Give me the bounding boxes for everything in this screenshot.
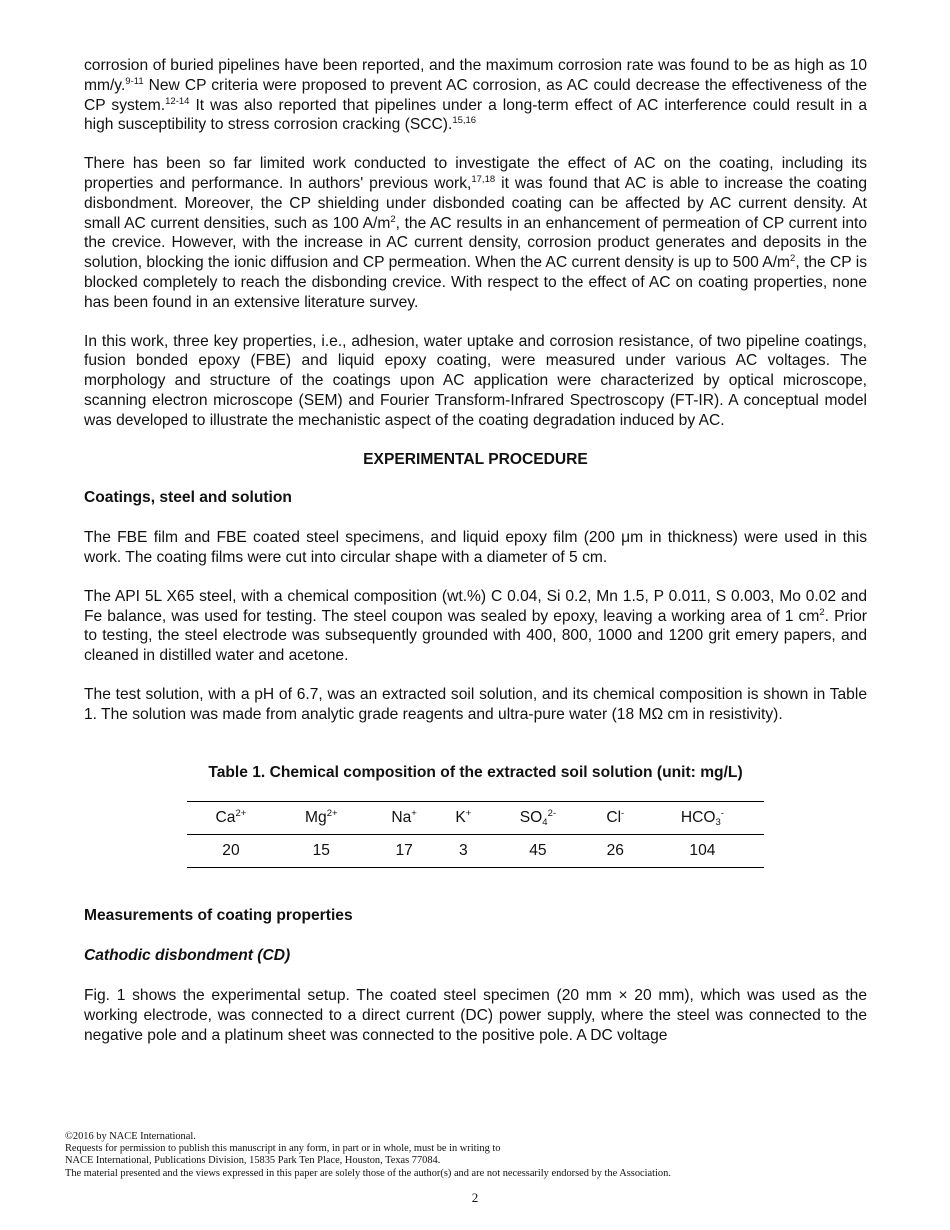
section-heading: EXPERIMENTAL PROCEDURE [363,450,588,468]
citation: 15,16 [452,115,477,127]
table-cell: 3 [458,842,468,860]
footer-line: NACE International, Publications Division, 15835 Park Ten Place, Houston, Texas 77084. [65,1155,441,1167]
citation: 9-11 [125,75,144,87]
table-header-row [187,802,764,835]
table-cell: 45 [529,842,547,860]
table-cell: 20 [222,842,240,860]
page-body [84,56,867,1064]
composition-table [187,801,764,868]
table-cell: 15 [312,842,330,860]
table-cell: 26 [606,842,624,860]
paragraph-this-work: In this work, three key properties, i.e., adhesion, water uptake and corrosion resistance, of two pipeline coatings, fusion bonded epoxy (FBE) and liquid epoxy coating, were measured under various AC voltages. The morphology and structure of the coatings upon AC application were characterized by optical microscope, scanning electron microscope (SEM) and Fourier Transform-Infrared Spectroscopy (FT-IR). A conceptual model was developed to illustrate the mechanistic aspect of the coating degradation induced by AC. [84,332,867,429]
paragraph-ac-corrosion: corrosion of buried pipelines have been reported, and the maximum corrosion rate was found to be as high as 10 mm/y.$^{9-11}$ New CP criteria were proposed to prevent AC corrosion, as AC could decrease the effectiveness of the CP system.$^{12-14}$ It was also reported that pipelines under a long-term effect of AC interference could result in a high susceptibility to stress corrosion cracking (SCC).$^{15,16}$ [84,57,867,134]
paragraph-coating-films: The FBE film and FBE coated steel specimens, and liquid epoxy film (200 μm in thickness) were used in this work. The coating films were cut into circular shape with a diameter of 5 cm. [84,529,867,566]
header-ca: $Ca^{2+}$ [215,808,247,827]
footer-line: ©2016 by NACE International. [65,1131,196,1142]
header-na: Na+ [391,808,417,827]
copyright-footer [65,1131,885,1180]
page-number: 2 [471,1190,479,1205]
paragraph-previous-work: There has been so far limited work conducted to investigate the effect of AC on the coating, including its properties and performance. In authors' previous work,$^{17,18}$ it was found that AC is able to increase the coating disbondment. Moreover, the CP shielding under disbonded coating can be affected by AC current density. At small AC current densities, such as 100 $A/m^2$, the AC results in an enhancement of permeation of CP current into the crevice. However, with the increase in AC current density, corrosion product generates and deposits in the solution, blocking the ionic diffusion and CP permeation. When the AC current density is up to 500 $A/m^2$, the CP is blocked completely to reach the disbonding crevice. With respect to the effect of AC on coating properties, none has been found in an extensive literature survey. [84,155,868,311]
subsection-heading: Coatings, steel and solution [84,489,292,507]
citation: 17,18 [471,173,496,185]
table-caption: Table 1. Chemical composition of the extracted soil solution (unit: mg/L) [208,763,743,781]
footer-line: Requests for permission to publish this manuscript in any form, in part or in whole, must be in writing to [65,1143,501,1155]
header-hco3: $HCO_3^-$ [680,808,724,829]
subsection-heading: Measurements of coating properties [84,907,353,925]
citation: 12-14 [165,95,190,107]
table-cell: 104 [689,842,716,860]
header-cl: Cl- [606,808,625,827]
paragraph-solution: The test solution, with a pH of 6.7, was an extracted soil solution, and its chemical composition is shown in Table 1. The solution was made from analytic grade reagents and ultra-pure water (18 MΩ cm in resistivity). [84,685,867,723]
header-so4: $SO_4^{2-}$ [519,808,557,829]
footer-line: The material presented and the views expressed in this paper are solely those of the author(s) and are not necessarily endorsed by the Association. [65,1167,671,1179]
header-k: K+ [455,808,472,827]
subsubsection-heading: Cathodic disbondment (CD) [84,947,291,965]
paragraph-steel: The API 5L X65 steel, with a chemical composition (wt.%) C 0.04, Si 0.2, Mn 1.5, P 0.011, S 0.003, Mo 0.02 and Fe balance, was used for testing. The steel coupon was sealed by epoxy, leaving a working area of 1 $cm^2$. Prior to testing, the steel electrode was subsequently grounded with 400, 800, 1000 and 1200 grit emery papers, and cleaned in distilled water and acetone. [84,587,868,665]
table-row [187,835,764,868]
paragraph-setup: Fig. 1 shows the experimental setup. The coated steel specimen (20 mm × 20 mm), which was used as the working electrode, was connected to a direct current (DC) power supply, where the steel was connected to the negative pole and a platinum sheet was connected to the positive pole. A DC voltage [84,986,867,1044]
table-cell: 17 [395,842,413,860]
header-mg: $Mg^{2+}$ [305,808,338,827]
